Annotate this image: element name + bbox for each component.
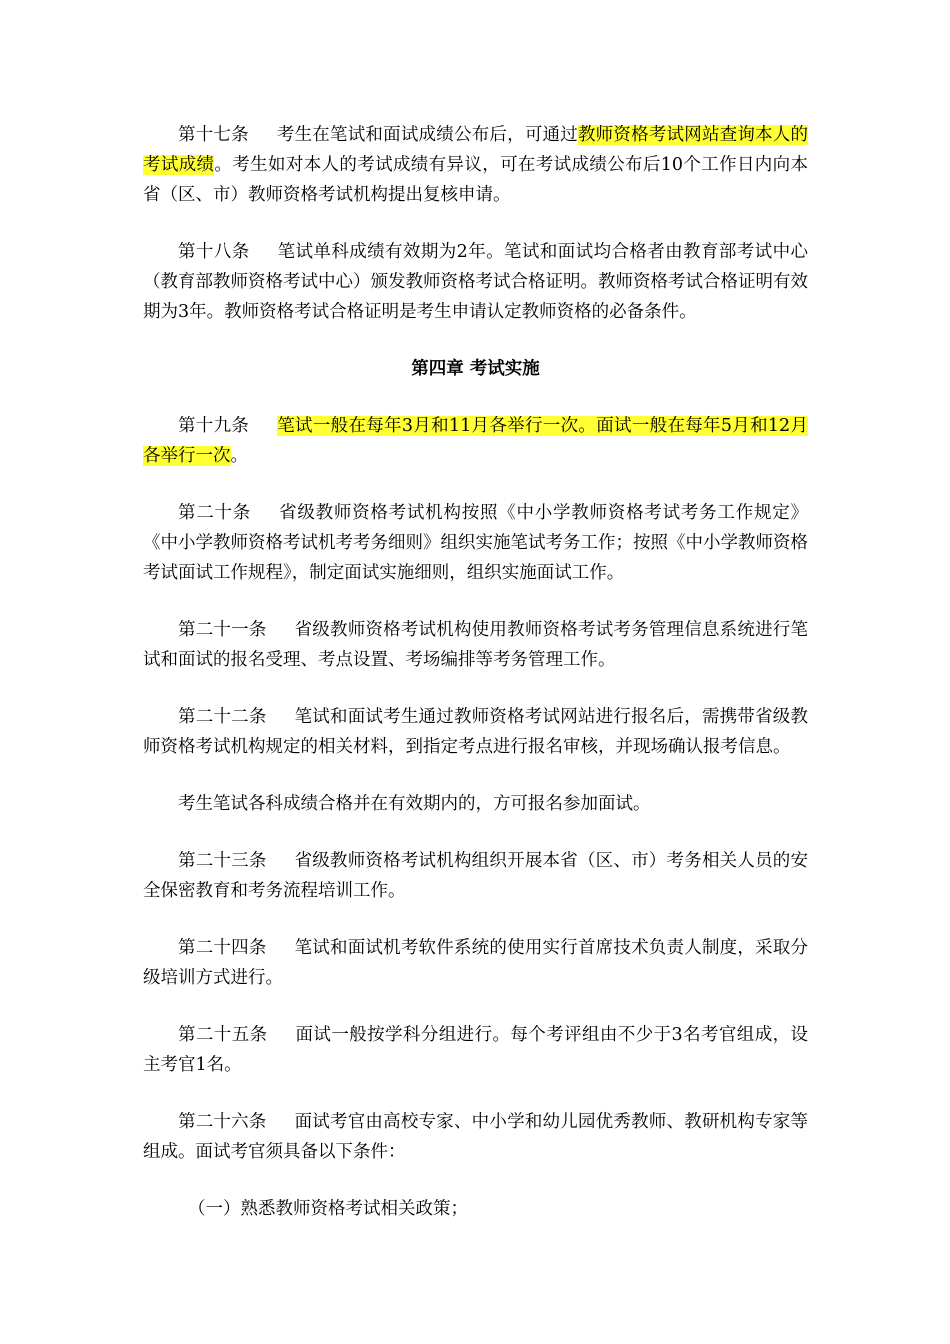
plain-paragraph: 考生笔试各科成绩合格并在有效期内的，方可报名参加面试。 [178, 794, 651, 814]
article-number: 第十八条 [178, 242, 250, 262]
article-text: 省级教师资格考试机构按照《中小学教师资格考试考务工作规定》《中小学教师资格考试机考考务细则》组织实施笔试考务工作；按照《中小学教师资格考试面试工作规程》，制定面试实施细则，组织实施面试工作。 [143, 503, 808, 583]
article-25 [143, 1020, 808, 1080]
article-number: 第二十五条 [178, 1025, 268, 1045]
article-number: 第二十一条 [178, 620, 267, 640]
article-20 [143, 498, 808, 588]
article-text: 面试一般按学科分组进行。每个考评组由不少于3名考官组成，设主考官1名。 [143, 1025, 808, 1075]
article-24 [143, 933, 808, 993]
highlighted-text: 教师资格考试网站查询本人的考试成绩 [143, 125, 809, 175]
article-23 [143, 846, 808, 906]
article-text: 省级教师资格考试机构使用教师资格考试考务管理信息系统进行笔试和面试的报名受理、考点设置、考场编排等考务管理工作。 [143, 620, 808, 670]
article-18 [143, 237, 808, 327]
article-17 [143, 120, 808, 210]
article-text: 考生在笔试和面试成绩公布后，可通过 [276, 125, 578, 145]
article-19 [143, 411, 808, 471]
article-26 [143, 1107, 808, 1167]
article-number: 第二十二条 [178, 707, 267, 727]
article-text: 面试考官由高校专家、中小学和幼儿园优秀教师、教研机构专家等组成。面试考官须具备以下条件： [143, 1112, 808, 1162]
chapter-heading: 第四章 考试实施 [411, 359, 540, 379]
document-page [143, 120, 808, 1251]
highlighted-text: 笔试一般在每年3月和11月各举行一次。面试一般在每年5月和12月各举行一次 [143, 416, 809, 466]
article-number: 第二十四条 [178, 938, 267, 958]
article-text: 笔试和面试考生通过教师资格考试网站进行报名后，需携带省级教师资格考试机构规定的相关材料，到指定考点进行报名审核，并现场确认报考信息。 [143, 707, 808, 757]
article-number: 第二十条 [178, 503, 252, 523]
article-text: 笔试单科成绩有效期为2年。笔试和面试均合格者由教育部考试中心（教育部教师资格考试中心）颁发教师资格考试合格证明。教师资格考试合格证明有效期为3年。教师资格考试合格证明是考生申请认定教师资格的必备条件。 [143, 242, 808, 322]
list-item: （一）熟悉教师资格考试相关政策； [188, 1199, 468, 1219]
article-number: 第二十三条 [178, 851, 267, 871]
article-text: 。 [230, 446, 248, 466]
article-22 [143, 702, 808, 762]
article-text: 省级教师资格考试机构组织开展本省（区、市）考务相关人员的安全保密教育和考务流程培训工作。 [143, 851, 808, 901]
article-21 [143, 615, 808, 675]
article-number: 第十九条 [178, 416, 250, 436]
article-text: 笔试和面试机考软件系统的使用实行首席技术负责人制度，采取分级培训方式进行。 [143, 938, 808, 988]
article-text: 。考生如对本人的考试成绩有异议，可在考试成绩公布后10个工作日内向本省（区、市）教师资格考试机构提出复核申请。 [143, 155, 809, 205]
article-number: 第二十六条 [178, 1112, 267, 1132]
article-number: 第十七条 [178, 125, 249, 145]
